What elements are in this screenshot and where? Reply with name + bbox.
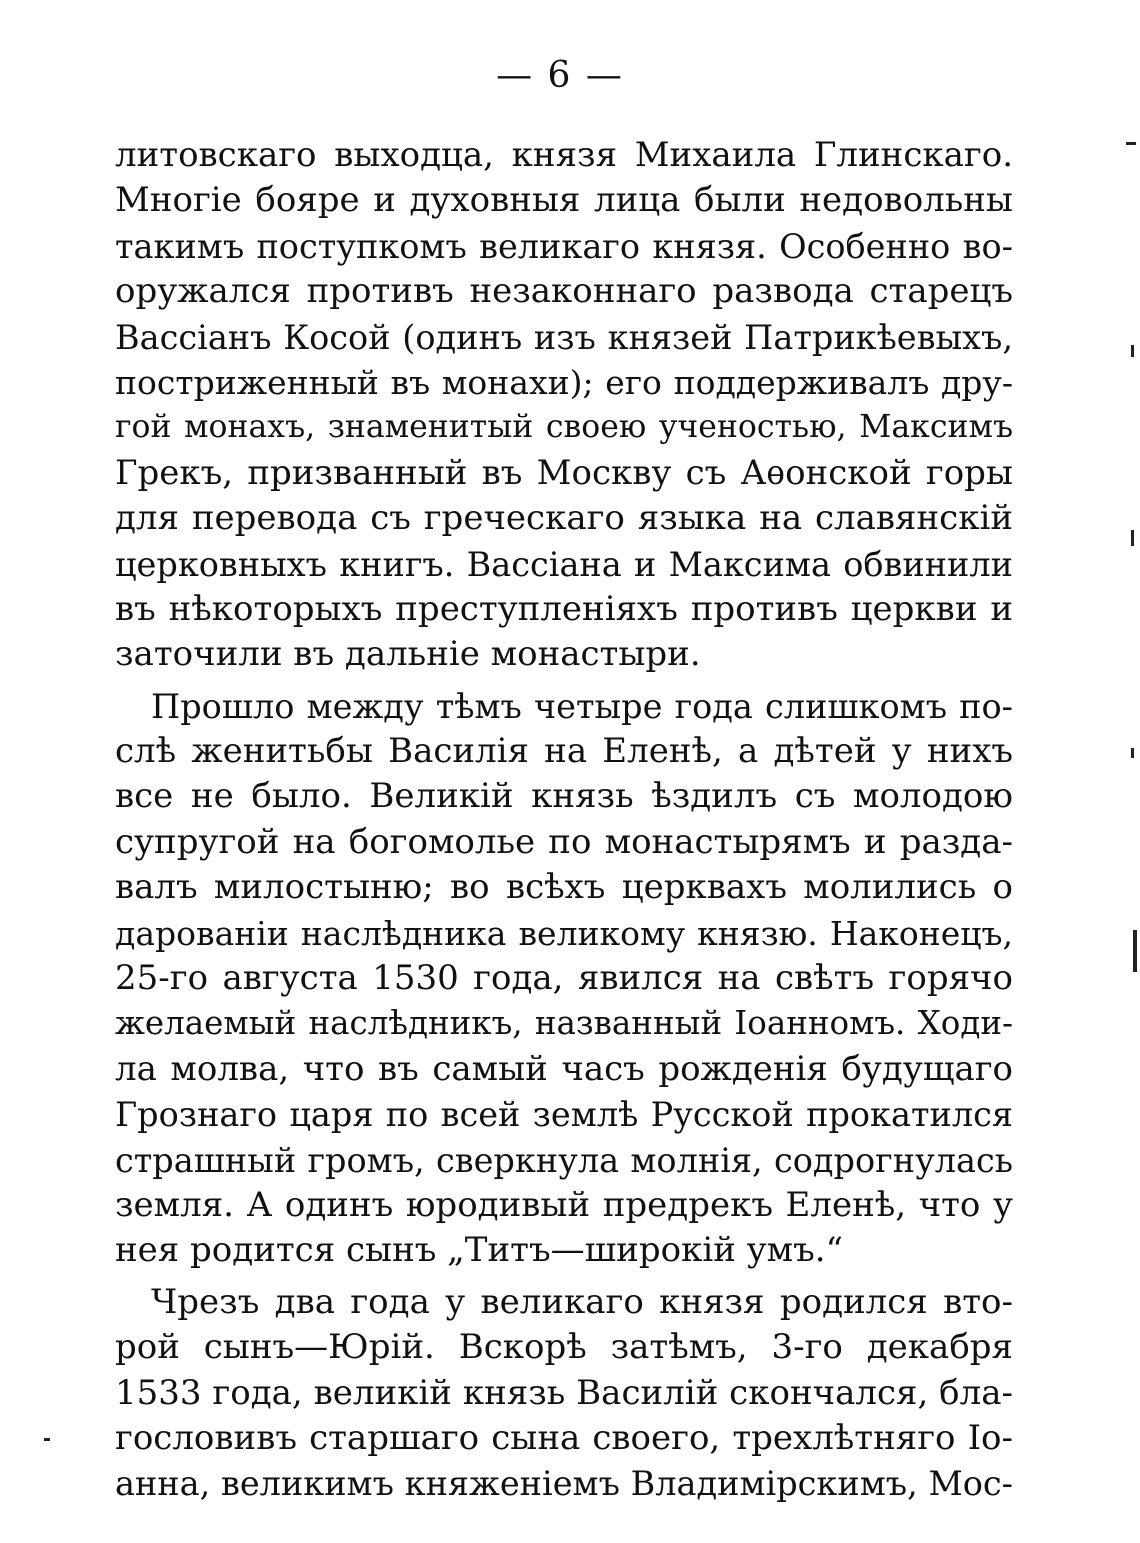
text-line: для перевода съ греческаго языка на славянскій bbox=[115, 498, 1013, 539]
text-line: гой монахъ, знаменитый своею ученостью, Максимъ bbox=[115, 409, 1013, 446]
scan-mark bbox=[1133, 930, 1137, 972]
scan-mark bbox=[1126, 142, 1136, 145]
text-line: супругой на богомолье по монастырямъ и разда- bbox=[115, 821, 1013, 862]
text-line: Вассіанъ Косой (одинъ изъ князей Патрикѣевыхъ, bbox=[115, 317, 1013, 357]
text-line: 25-го августа 1530 года, явился на свѣтъ горячо bbox=[115, 958, 1013, 999]
text-line: оружался противъ незаконнаго развода старецъ bbox=[115, 271, 1013, 312]
paragraph-1 bbox=[115, 133, 1013, 678]
text-line: дарованіи наслѣдника великому князю. Наконецъ, bbox=[115, 913, 1013, 953]
text-line: рой сынъ—Юрій. Вскорѣ затѣмъ, 3-го декабря bbox=[115, 1327, 1013, 1368]
text-line: анна, великимъ княженіемъ Владимірскимъ, Мос- bbox=[115, 1464, 1013, 1504]
paragraph-2 bbox=[115, 684, 1013, 1274]
text-line: литовскаго выходца, князя Михаила Глинскаго. bbox=[115, 135, 1013, 175]
body-text bbox=[115, 133, 1013, 1513]
text-line: гословивъ старшаго сына своего, трехлѣтняго Іо- bbox=[115, 1417, 1013, 1458]
text-line: Прошло между тѣмъ четыре года слишкомъ по- bbox=[151, 686, 1013, 726]
text-line: Грознаго царя по всей землѣ Русской прокатился bbox=[115, 1095, 1013, 1135]
text-line: все не было. Великій князь ѣздилъ съ молодою bbox=[115, 776, 1013, 817]
text-line: Грекъ, призванный въ Москву съ Аѳонской горы bbox=[115, 452, 1013, 493]
text-line: 1533 года, великій князь Василій скончался, бла- bbox=[115, 1372, 1013, 1413]
text-line: Многіе бояре и духовныя лица были недовольны bbox=[115, 180, 1013, 221]
page-number: — 6 — bbox=[496, 55, 624, 96]
text-line: страшный громъ, сверкнула молнія, содрогнулась bbox=[115, 1140, 1013, 1180]
scan-mark bbox=[1131, 748, 1134, 758]
text-line: постриженный въ монахи); его поддерживалъ дру- bbox=[115, 362, 1013, 402]
text-line: желаемый наслѣдникъ, названный Іоанномъ. Ходи- bbox=[115, 1004, 1013, 1043]
text-line: Чрезъ два года у великаго князя родился вто- bbox=[151, 1281, 1013, 1322]
text-line: такимъ поступкомъ великаго князя. Особенно во- bbox=[115, 226, 1013, 266]
text-line: церковныхъ книгъ. Вассіана и Максима обвинили bbox=[115, 544, 1013, 584]
scan-mark bbox=[1131, 530, 1134, 546]
text-line: въ нѣкоторыхъ преступленіяхъ противъ церкви и bbox=[115, 588, 1013, 629]
scan-mark bbox=[1131, 345, 1134, 357]
paragraph-3 bbox=[115, 1280, 1013, 1507]
text-line: слѣ женитьбы Василія на Еленѣ, а дѣтей у нихъ bbox=[115, 731, 1013, 772]
text-line: заточили въ дальніе монастыри. bbox=[115, 634, 701, 675]
text-line: нея родится сынъ „Титъ—широкій умъ.“ bbox=[115, 1230, 843, 1271]
scan-mark bbox=[44, 1438, 50, 1441]
text-line: ла молва, что въ самый часъ рожденія будущаго bbox=[115, 1048, 1013, 1089]
text-line: земля. А одинъ юродивый предрекъ Еленѣ, что у bbox=[115, 1184, 1013, 1225]
text-line: валъ милостыню; во всѣхъ церквахъ молились о bbox=[115, 867, 1013, 908]
